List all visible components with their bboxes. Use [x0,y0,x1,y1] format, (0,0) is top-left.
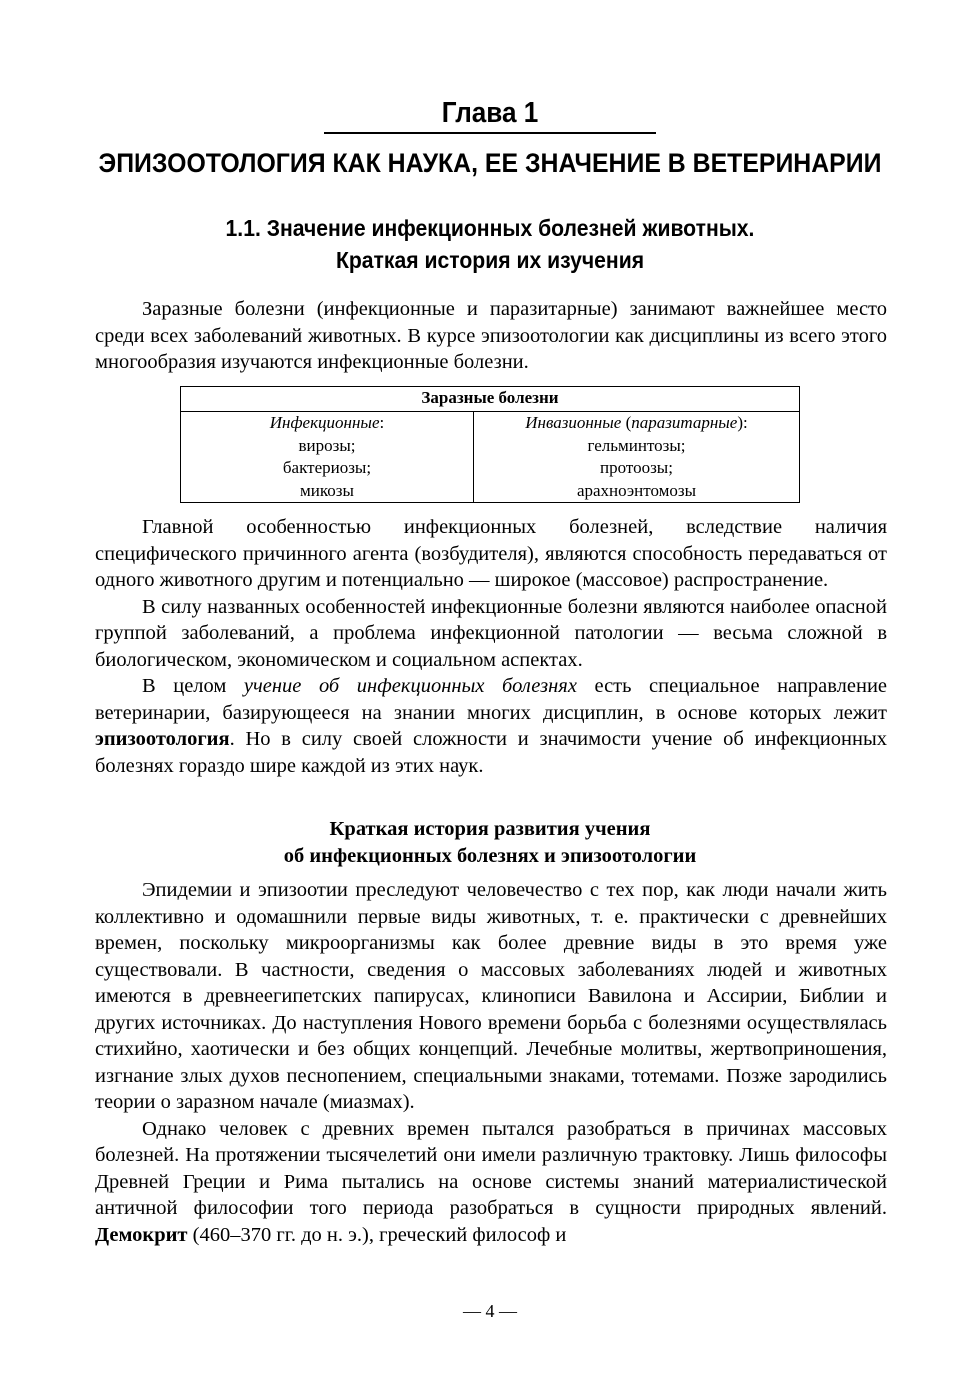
chapter-underline [324,132,656,134]
table-header: Заразные болезни [181,387,800,412]
subheading-line1: Краткая история развития учения [329,818,651,840]
chapter-label: Глава 1 [441,97,539,129]
subheading [0,816,980,870]
bold-term: эпизоотология [95,728,230,750]
infectious-heading [181,412,473,435]
section-title-line1: 1.1. Значение инфекционных болезней животных. [225,215,755,241]
infectious-heading-text: Инфекционные [269,413,380,432]
italic-term: учение об инфекционных болезнях [243,675,577,697]
list-item: арахноэнтомозы [576,480,697,500]
infectious-heading-colon: : [379,413,385,432]
table-row [181,412,800,503]
paragraph [95,673,887,779]
text-run: Однако человек с древних времен пытался разобраться в причинах массовых болезней. На протяжении тысячелетий они имели различную трактовку. Лишь философы Древней Греции и Рима пытались на основе системы знаний материалистической античной философии того периода разобраться в сущности природных явлений. [95,1117,887,1219]
bold-name: Демокрит [95,1223,188,1246]
body-section-2 [95,877,887,1248]
table-cell-infectious [181,412,474,503]
list-item: протоозы; [600,458,673,477]
invasive-heading-paren: ( [621,413,632,432]
diseases-table-wrap [180,386,800,503]
list-item: бактериозы; [282,458,372,477]
table-cell-invasive [474,412,800,503]
paragraph: Эпидемии и эпизоотии преследуют человечество с тех пор, как люди начали жить коллективно и одомашнили первые виды животных, т. е. практически с древнейших времен, поскольку микроорганизмы как более древние виды в это время уже существовали. В частности, сведения о массовых заболеваниях людей и животных имеются в древнеегипетских папирусах, клинописи Вавилона и Ассирии, Библии и других источниках. До наступления Нового времени борьба с болезнями осуществлялась стихийно, хаотически и без общих концепций. Лечебные молитвы, жертвоприношения, изгнание злых духов песнопением, специальными знаками, тотемами. Позже зародились теории о заразном начале (миазмах). [95,879,887,1113]
paragraph: В силу названных особенностей инфекционные болезни являются наиболее опасной группой заболеваний, а проблема инфекционной патологии — весьма сложной в биологическом, экономическом и социальном аспектах. [95,595,887,671]
invasive-heading-close: ): [737,413,748,432]
text-run: В целом [142,675,244,697]
paragraph [95,1116,887,1249]
list-item: микозы [300,480,354,500]
invasive-heading [474,412,799,435]
page-number: — 4 — [463,1301,517,1321]
diseases-table [180,386,800,503]
text-run: (460–370 гг. до н. э.), греческий философ и [187,1223,567,1246]
text-run: . Но в силу своей сложности и значимости учение об инфекционных болезнях гораздо шире каждой из этих наук. [95,728,887,777]
table-header-row [181,387,800,412]
list-item: вирозы; [298,435,356,455]
body-section-1 [95,514,887,779]
text-run: есть специальное направление ветеринарии, базирующееся на знании многих дисциплин, в основе которых лежит [95,675,888,724]
subheading-line2: об инфекционных болезнях и эпизоотологии [283,845,697,867]
invasive-heading-parasitic: паразитарные [631,413,738,432]
intro-paragraph: Заразные болезни (инфекционные и паразитарные) занимают важнейшее место среди всех заболеваний животных. В курсе эпизоотологии как дисциплины из всего этого многообразия изучаются инфекционные болезни. [95,298,887,373]
invasive-heading-text: Инвазионные [525,413,622,432]
section-title-line2: Краткая история их изучения [335,247,645,273]
chapter-title: ЭПИЗООТОЛОГИЯ КАК НАУКА, ЕЕ ЗНАЧЕНИЕ В ВЕТЕРИНАРИИ [98,148,882,178]
section-title [39,212,941,276]
intro-paragraph-block [95,296,887,376]
list-item: гельминтозы; [587,435,686,455]
paragraph: Главной особенностью инфекционных болезней, вследствие наличия специфического причинного агента (возбудителя), являются способность передаваться от одного животного другим и потенциально — широкое (массовое) распространение. [95,516,887,591]
